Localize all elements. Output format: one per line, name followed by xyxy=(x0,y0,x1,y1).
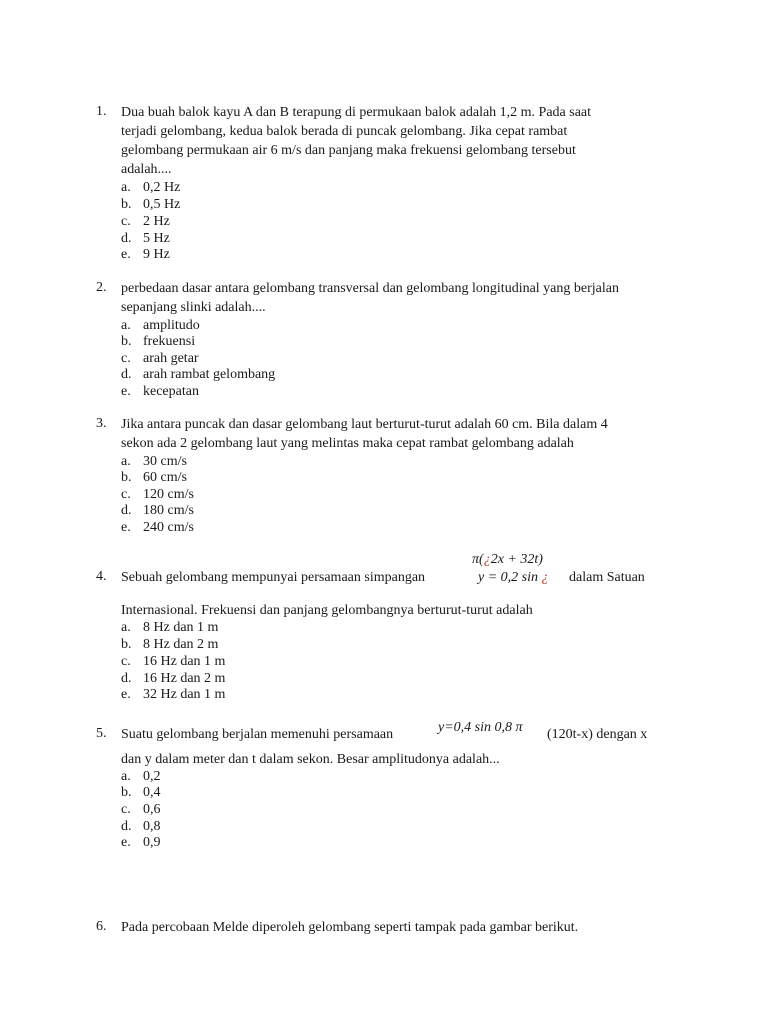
option-b: b. frekuensi xyxy=(121,334,196,349)
question-text-line: Jika antara puncak dan dasar gelombang laut berturut-turut adalah 60 cm. Bila dalam 4 xyxy=(121,417,608,432)
option-c: c. 2 Hz xyxy=(121,214,170,229)
option-a: a. 8 Hz dan 1 m xyxy=(121,620,219,635)
question-text-line: (120t-x) dengan x xyxy=(547,727,648,742)
option-b: b. 0,4 xyxy=(121,785,161,800)
equation-top: π(¿2x + 32t) xyxy=(472,552,543,567)
option-a: a. 0,2 xyxy=(121,769,161,784)
option-c: c. 16 Hz dan 1 m xyxy=(121,654,226,669)
option-c: c. arah getar xyxy=(121,351,199,366)
question-text-line: dalam Satuan xyxy=(569,570,645,585)
option-c: c. 120 cm/s xyxy=(121,487,194,502)
question-text-line: Pada percobaan Melde diperoleh gelombang seperti tampak pada gambar berikut. xyxy=(121,920,579,935)
question-number: 5. xyxy=(96,726,107,741)
question-text-line: adalah.... xyxy=(121,162,172,177)
option-a: a. amplitudo xyxy=(121,318,200,333)
question-number: 2. xyxy=(96,280,107,295)
option-d: d. 5 Hz xyxy=(121,231,170,246)
question-number: 3. xyxy=(96,416,107,431)
option-e: e. 0,9 xyxy=(121,835,161,850)
option-d: d. arah rambat gelombang xyxy=(121,367,276,382)
equation: y=0,4 sin 0,8 π xyxy=(438,720,523,735)
question-text-line: Internasional. Frekuensi dan panjang gelombangnya berturut-turut adalah xyxy=(121,603,533,618)
question-text-line: Dua buah balok kayu A dan B terapung di permukaan balok adalah 1,2 m. Pada saat xyxy=(121,105,592,120)
option-d: d. 180 cm/s xyxy=(121,503,194,518)
option-d: d. 16 Hz dan 2 m xyxy=(121,671,226,686)
option-e: e. kecepatan xyxy=(121,384,199,399)
option-a: a. 0,2 Hz xyxy=(121,180,181,195)
option-b: b. 60 cm/s xyxy=(121,470,187,485)
question-text-line: perbedaan dasar antara gelombang transversal dan gelombang longitudinal yang berjalan xyxy=(121,281,619,296)
option-e: e. 32 Hz dan 1 m xyxy=(121,687,226,702)
question-text-line: gelombang permukaan air 6 m/s dan panjang maka frekuensi gelombang tersebut xyxy=(121,143,576,158)
question-number: 6. xyxy=(96,919,107,934)
option-e: e. 9 Hz xyxy=(121,247,170,262)
option-b: b. 0,5 Hz xyxy=(121,197,181,212)
question-text-line: sekon ada 2 gelombang laut yang melintas maka cepat rambat gelombang adalah xyxy=(121,436,574,451)
option-a: a. 30 cm/s xyxy=(121,454,187,469)
option-c: c. 0,6 xyxy=(121,802,161,817)
question-text-line: Suatu gelombang berjalan memenuhi persamaan xyxy=(121,727,394,742)
question-text-line: dan y dalam meter dan t dalam sekon. Besar amplitudonya adalah... xyxy=(121,752,500,767)
question-number: 1. xyxy=(96,104,107,119)
question-text-line: sepanjang slinki adalah.... xyxy=(121,300,266,315)
question-text-line: Sebuah gelombang mempunyai persamaan simpangan xyxy=(121,570,426,585)
question-number: 4. xyxy=(96,569,107,584)
option-b: b. 8 Hz dan 2 m xyxy=(121,637,219,652)
option-d: d. 0,8 xyxy=(121,819,161,834)
option-e: e. 240 cm/s xyxy=(121,520,194,535)
question-text-line: terjadi gelombang, kedua balok berada di puncak gelombang. Jika cepat rambat xyxy=(121,124,568,139)
equation-bottom: y = 0,2 sin ¿ xyxy=(478,570,549,585)
